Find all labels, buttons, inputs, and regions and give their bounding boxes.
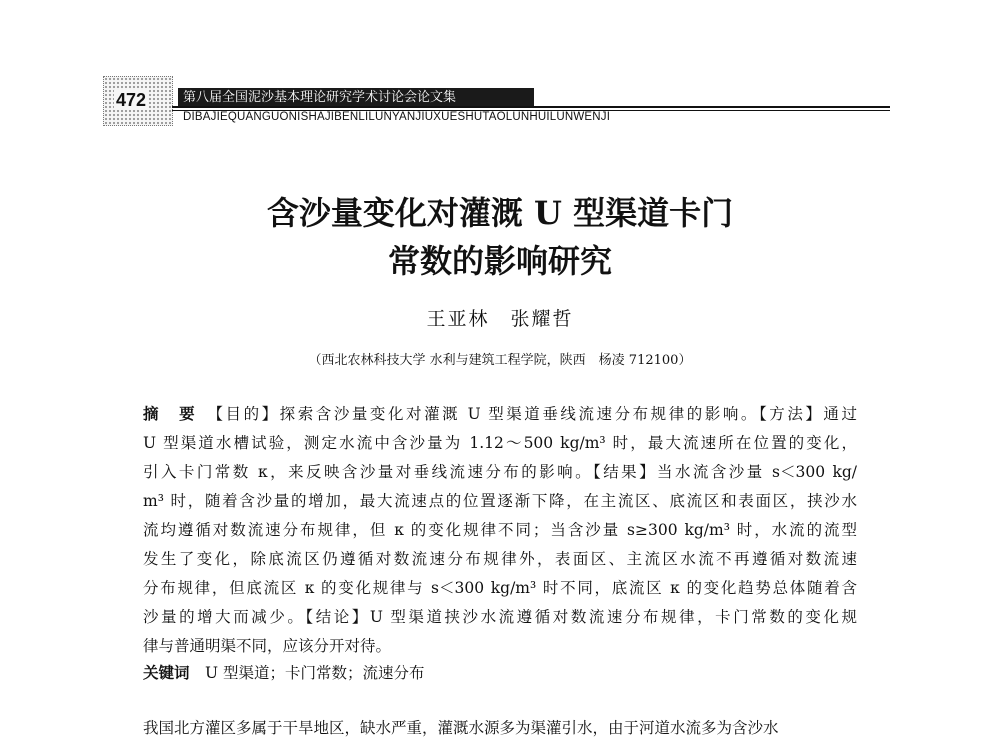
abstract-line-3: 引入卡门常数 κ，来反映含沙量对垂线流速分布的影响。【结果】当水流含沙量 s＜300 kg/ bbox=[143, 463, 857, 481]
journal-title-pinyin: DIBAJIEQUANGUONISHAJIBENLILUNYANJIUXUESHUTAOLUNHUILUNWENJI bbox=[183, 111, 611, 123]
keywords-label: 关键词 bbox=[143, 664, 190, 682]
abstract-line-7: 分布规律，但底流区 κ 的变化规律与 s＜300 kg/m³ 时不同，底流区 κ 的变化趋势总体随着含 bbox=[143, 579, 857, 597]
abstract-line-2: U 型渠道水槽试验，测定水流中含沙量为 1.12～500 kg/m³ 时，最大流速所在位置的变化， bbox=[143, 434, 857, 452]
keywords-text: U 型渠道；卡门常数；流速分布 bbox=[205, 664, 425, 682]
abstract-line-6: 发生了变化，除底流区仍遵循对数流速分布规律外，表面区、主流区水流不再遵循对数流速 bbox=[143, 550, 857, 568]
paper-title-line-2: 常数的影响研究 bbox=[387, 242, 612, 280]
journal-title-bar: 第八届全国泥沙基本理论研究学术讨论会论文集 bbox=[178, 88, 534, 108]
abstract-line-5: 流均遵循对数流速分布规律，但 κ 的变化规律不同；当含沙量 s≥300 kg/m³ 时，水流的流型 bbox=[143, 521, 857, 539]
page-number-badge bbox=[103, 76, 173, 126]
body-text-first-line: 我国北方灌区多属于干旱地区，缺水严重，灌溉水源多为渠灌引水，由于河道水流多为含沙水 bbox=[143, 719, 779, 737]
header-rule-thick bbox=[172, 106, 890, 108]
authors: 王亚林 张耀哲 bbox=[426, 308, 574, 330]
abstract-label: 摘 要 bbox=[143, 405, 198, 423]
abstract-text: 【目的】探索含沙量变化对灌溉 U 型渠道垂线流速分布规律的影响。【方法】通过 bbox=[215, 405, 857, 423]
keywords-line bbox=[143, 663, 425, 683]
abstract-line-4: m³ 时，随着含沙量的增加，最大流速点的位置逐渐下降，在主流区、底流区和表面区，挟沙水 bbox=[143, 492, 857, 510]
abstract-line-1 bbox=[143, 404, 857, 424]
paper-title-line-1: 含沙量变化对灌溉 U 型渠道卡门 bbox=[266, 194, 734, 232]
abstract-line-8: 沙量的增大而减少。【结论】U 型渠道挟沙水流遵循对数流速分布规律，卡门常数的变化规 bbox=[143, 608, 857, 626]
affiliation: （西北农林科技大学 水利与建筑工程学院，陕西 杨凌 712100） bbox=[308, 353, 692, 368]
abstract-line-9: 律与普通明渠不同，应该分开对待。 bbox=[143, 637, 392, 655]
page-number: 472 bbox=[116, 90, 147, 110]
